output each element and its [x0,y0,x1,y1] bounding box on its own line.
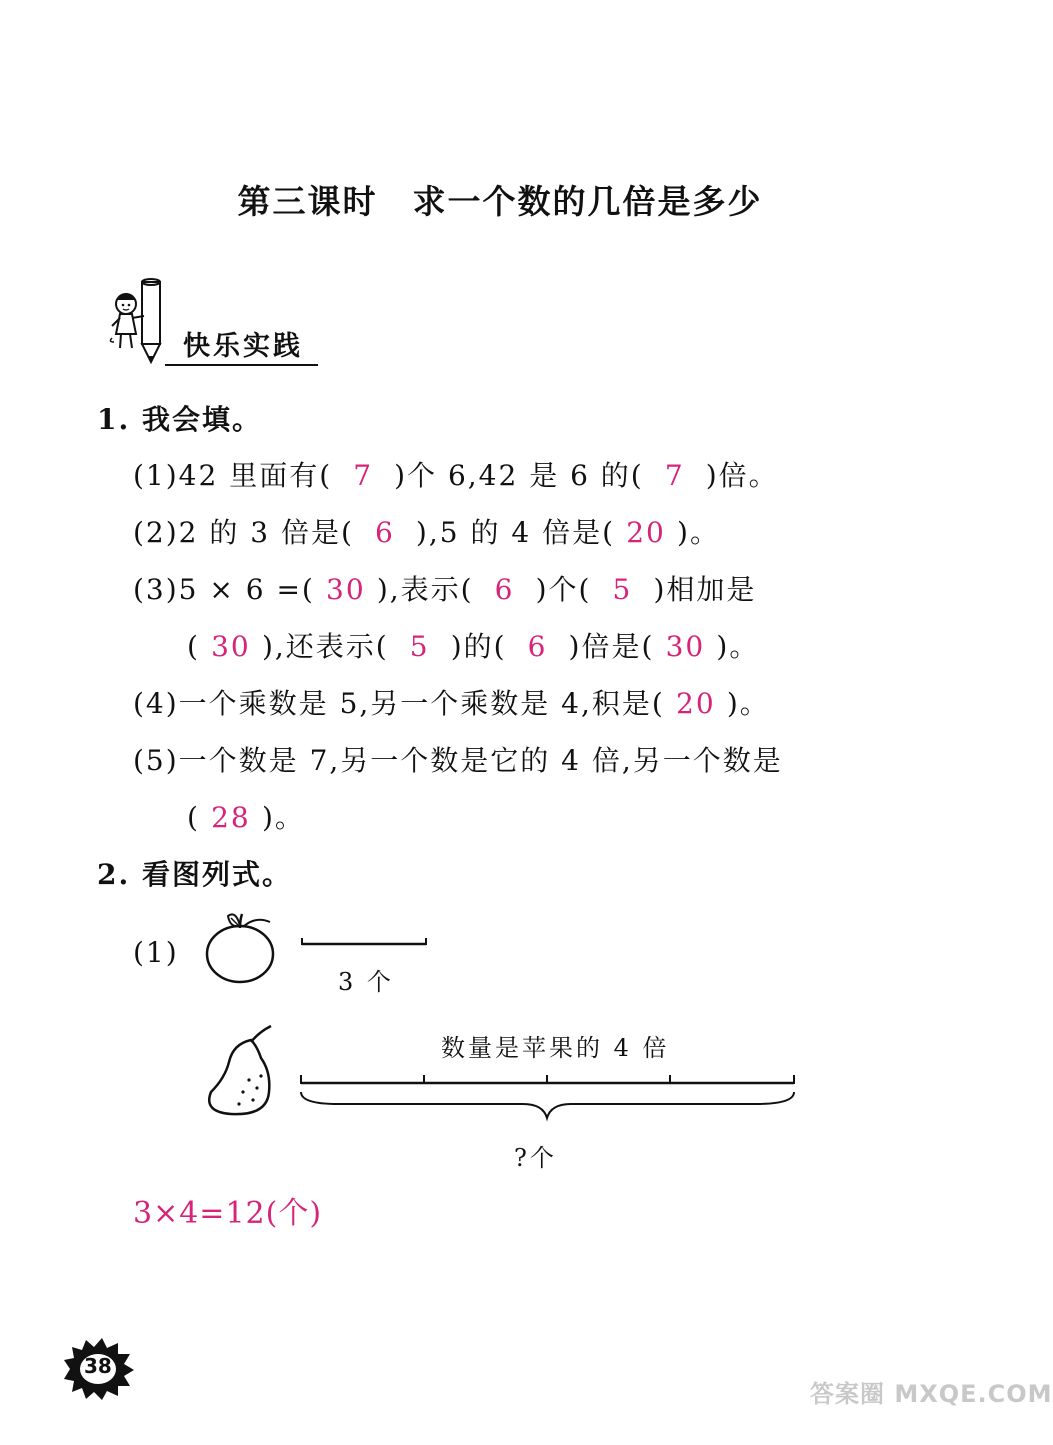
answer-value: 6 [527,630,548,663]
answer-value: 20 [676,687,716,720]
answer-value: 5 [409,630,430,663]
apple-label: 3 个 [338,968,394,996]
answer-value: 6 [494,573,515,606]
q2-heading: 2. 看图列式。 [97,858,292,891]
q1-item-2: (2)2 的 3 倍是( 6 ),5 的 4 倍是( 20 )。 [133,516,720,549]
answer-value: 30 [326,573,366,606]
girl-with-pencil-icon [108,276,170,366]
q1-heading: 1. 我会填。 [97,403,262,436]
q2-sub-label: (1) [133,936,179,969]
answer-value: 6 [375,516,395,549]
q1-item-5: (5)一个数是 7,另一个数是它的 4 倍,另一个数是 [133,744,783,777]
answer-value: 30 [665,630,706,663]
page-number: 38 [84,1354,112,1378]
pear-icon [203,1020,277,1116]
section-label: 快乐实践 [183,331,303,362]
pear-label: 数量是苹果的 4 倍 [441,1034,670,1062]
q1-item-3: (3)5 × 6 =( 30 ),表示( 6 )个( 5 )相加是 [133,573,757,606]
answer-value: 5 [612,573,633,606]
pear-bar [298,1070,798,1130]
q1-item-3-continued: ( 30 ),还表示( 5 )的( 6 )倍是( 30 )。 [187,630,760,663]
answer-value: 7 [353,459,374,492]
question-label: ?个 [514,1144,557,1172]
watermark: 答案圈 MXQE.COM [810,1380,1053,1408]
q1-item-1: (1)42 里面有( 7 )个 6,42 是 6 的( 7 )倍。 [133,459,779,492]
q2-answer: 3×4=12(个) [133,1196,323,1231]
answer-value: 30 [211,630,251,663]
q1-item-5-continued: ( 28 )。 [187,801,305,834]
answer-value: 28 [211,801,251,834]
apple-icon [204,908,278,984]
section-underline [165,364,318,366]
q1-item-4: (4)一个乘数是 5,另一个乘数是 4,积是( 20 )。 [133,687,770,720]
answer-value: 20 [626,516,666,549]
apple-bar [300,936,430,950]
page-title: 第三课时 求一个数的几倍是多少 [237,182,763,221]
answer-value: 7 [664,459,685,492]
